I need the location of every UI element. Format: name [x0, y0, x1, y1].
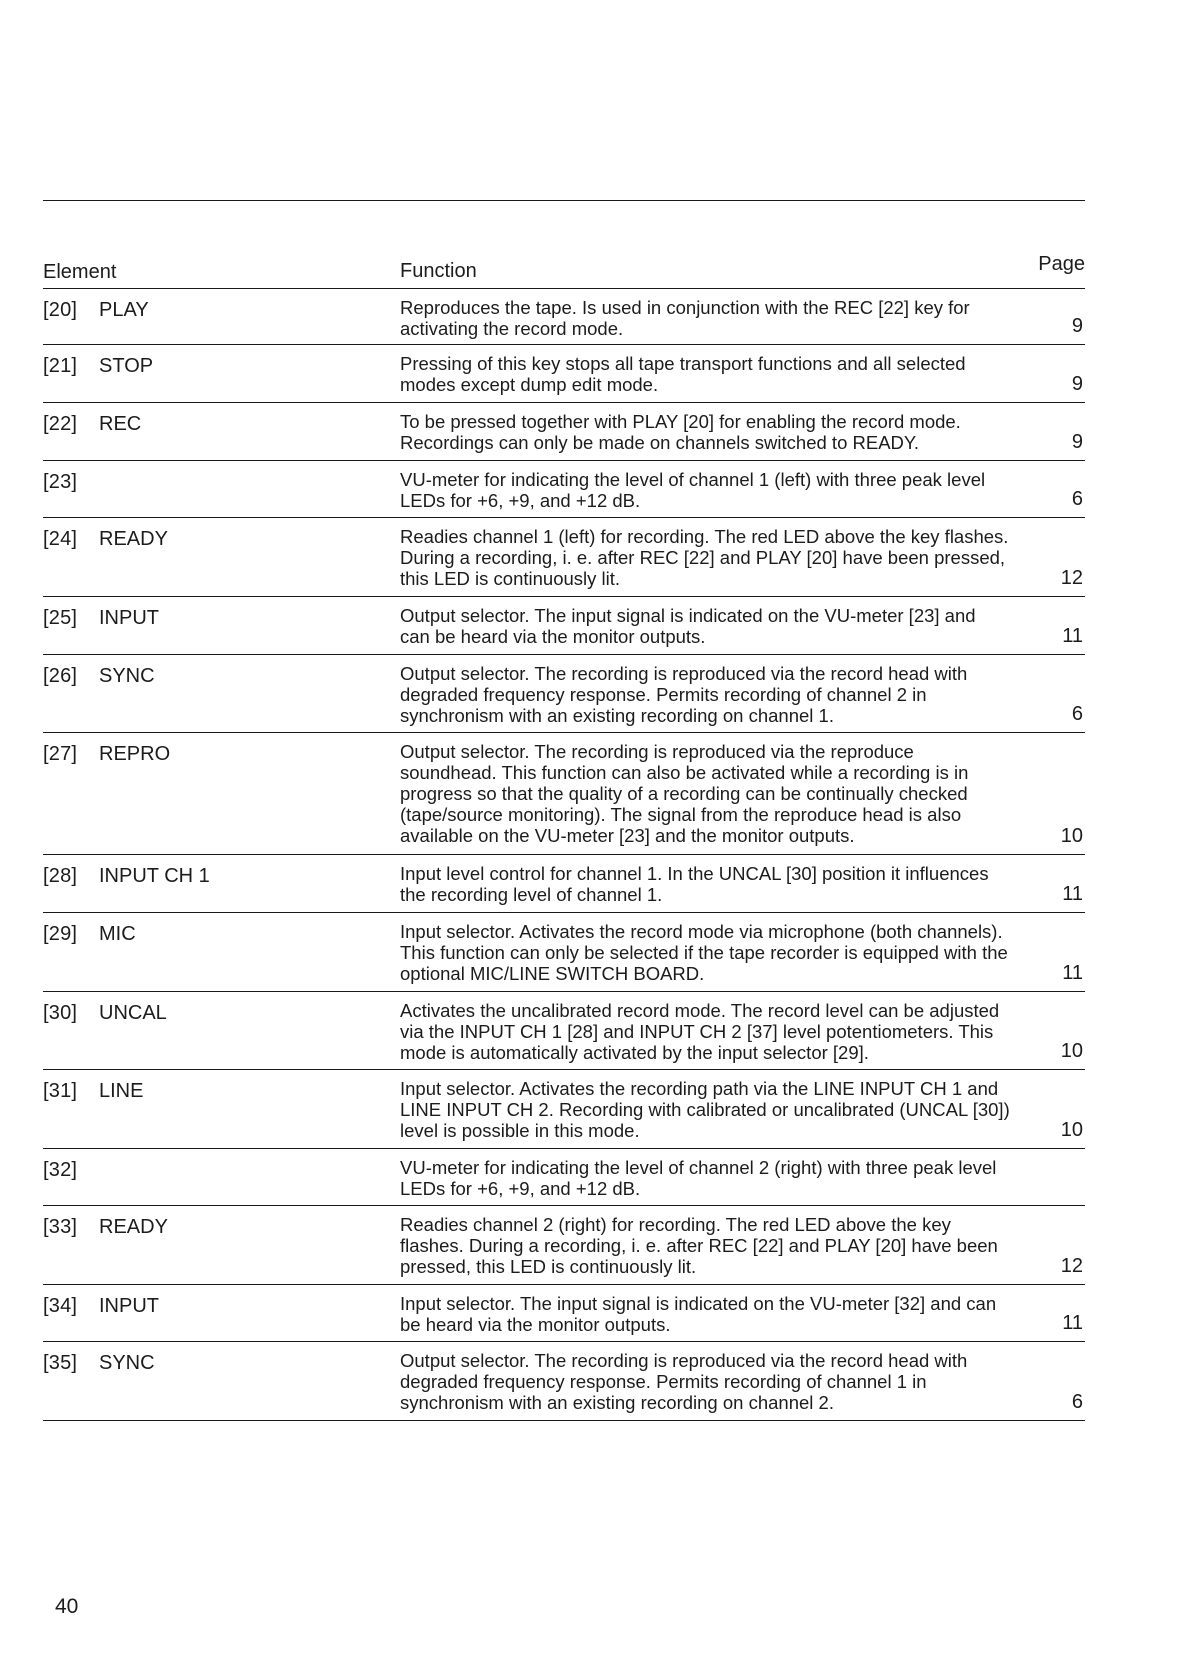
page-reference: 12	[1060, 567, 1083, 589]
element-number: [20]	[43, 299, 78, 321]
page-reference: 9	[1071, 431, 1083, 453]
page-number: 40	[55, 1595, 79, 1618]
function-text: Output selector. The recording is reproduced via the record head with degraded frequency response. Permits recording of channel 1 in synchronism with an existing recording on channel 2.	[400, 1350, 968, 1413]
table-row	[43, 1149, 1085, 1206]
page-reference: 10	[1060, 1040, 1083, 1062]
page-reference: 9	[1071, 315, 1083, 337]
table-row	[43, 855, 1085, 913]
table-row	[43, 289, 1085, 345]
page-reference: 11	[1062, 1312, 1083, 1334]
element-number: [22]	[43, 413, 78, 435]
table-row	[43, 1206, 1085, 1285]
top-rule	[43, 200, 1085, 201]
table-row	[43, 403, 1085, 461]
element-number: [28]	[43, 865, 78, 887]
element-number: [32]	[43, 1159, 78, 1181]
page-reference: 10	[1060, 825, 1083, 847]
page-reference: 11	[1062, 962, 1083, 984]
function-text: Activates the uncalibrated record mode. The record level can be adjusted via the INPUT CH 1 [28] and INPUT CH 2 [37] level potentiometers. This mode is automatically activated by the input selector [29].	[400, 1000, 1000, 1063]
page-reference: 12	[1060, 1255, 1083, 1277]
element-name: STOP	[99, 355, 154, 377]
element-number: [34]	[43, 1295, 78, 1317]
function-text: Input selector. Activates the record mode via microphone (both channels). This function can only be selected if the tape recorder is equipped with the optional MIC/LINE SWITCH BOARD.	[400, 921, 1008, 984]
element-number: [21]	[43, 355, 78, 377]
table-row	[43, 655, 1085, 733]
table-row	[43, 1070, 1085, 1149]
element-name: INPUT CH 1	[99, 865, 210, 887]
element-name: INPUT	[99, 607, 159, 629]
element-number: [29]	[43, 923, 78, 945]
element-function-table	[43, 248, 1085, 1421]
table-row	[43, 1285, 1085, 1342]
element-number: [31]	[43, 1080, 78, 1102]
function-text: Pressing of this key stops all tape transport functions and all selected modes except dump edit mode.	[400, 353, 966, 395]
table-row	[43, 597, 1085, 655]
function-text: Input selector. The input signal is indicated on the VU-meter [32] and can be heard via the monitor outputs.	[400, 1293, 997, 1335]
element-name: INPUT	[99, 1295, 159, 1317]
function-text: To be pressed together with PLAY [20] for enabling the record mode. Recordings can only be made on channels switched to READY.	[400, 411, 961, 453]
table-row	[43, 518, 1085, 597]
page-reference: 9	[1071, 373, 1083, 395]
function-text: Input level control for channel 1. In the UNCAL [30] position it influences the recording level of channel 1.	[400, 863, 989, 905]
page-reference: 6	[1071, 488, 1083, 510]
element-name: READY	[99, 1216, 168, 1238]
function-text: Reproduces the tape. Is used in conjunction with the REC [22] key for activating the record mode.	[400, 297, 970, 339]
function-text: VU-meter for indicating the level of channel 2 (right) with three peak level LEDs for +6, +9, and +12 dB.	[400, 1157, 997, 1199]
table-row	[43, 461, 1085, 518]
table-row	[43, 913, 1085, 992]
table-row	[43, 733, 1085, 855]
function-text: Output selector. The recording is reproduced via the record head with degraded frequency response. Permits recording of channel 2 in synchronism with an existing recording on channel 1.	[400, 663, 968, 726]
page-reference: 11	[1062, 625, 1083, 647]
page-reference: 11	[1062, 883, 1083, 905]
table-row	[43, 1342, 1085, 1421]
function-text: Output selector. The recording is reproduced via the reproduce soundhead. This function can also be activated while a recording is in progress so that the quality of a recording can be continually checked (tape/source monitoring). The signal from the reproduce head is also available on the VU-meter [23] and the monitor outputs.	[400, 741, 969, 846]
element-name: MIC	[99, 923, 136, 945]
element-name: UNCAL	[99, 1002, 167, 1024]
element-name: REPRO	[99, 743, 171, 765]
element-name: REC	[99, 413, 142, 435]
table-row	[43, 992, 1085, 1070]
header-function: Function	[400, 260, 477, 282]
page-reference: 10	[1060, 1119, 1083, 1141]
page-reference: 6	[1071, 703, 1083, 725]
element-name: PLAY	[99, 299, 149, 321]
element-number: [25]	[43, 607, 78, 629]
function-text: Input selector. Activates the recording path via the LINE INPUT CH 1 and LINE INPUT CH 2. Recording with calibrated or uncalibrated (UNCAL [30]) level is possible in this mode.	[400, 1078, 1010, 1141]
element-number: [23]	[43, 471, 78, 493]
function-text: Output selector. The input signal is indicated on the VU-meter [23] and can be heard via the monitor outputs.	[400, 605, 976, 647]
element-name: SYNC	[99, 665, 155, 687]
header-element: Element	[43, 261, 117, 283]
header-page: Page	[1038, 253, 1085, 275]
element-number: [27]	[43, 743, 78, 765]
element-name: SYNC	[99, 1352, 155, 1374]
function-text: Readies channel 1 (left) for recording. The red LED above the key flashes. During a recording, i. e. after REC [22] and PLAY [20] have been pressed, this LED is continuously lit.	[400, 526, 1009, 589]
element-name: READY	[99, 528, 168, 550]
page-reference: 6	[1071, 1391, 1083, 1413]
element-number: [24]	[43, 528, 78, 550]
table-row	[43, 345, 1085, 403]
element-number: [30]	[43, 1002, 78, 1024]
element-number: [26]	[43, 665, 78, 687]
element-name: LINE	[99, 1080, 144, 1102]
function-text: VU-meter for indicating the level of channel 1 (left) with three peak level LEDs for +6, +9, and +12 dB.	[400, 469, 986, 511]
element-number: [35]	[43, 1352, 78, 1374]
function-text: Readies channel 2 (right) for recording. The red LED above the key flashes. During a recording, i. e. after REC [22] and PLAY [20] have been pressed, this LED is continuously lit.	[400, 1214, 998, 1277]
element-number: [33]	[43, 1216, 78, 1238]
table-header	[43, 248, 1085, 289]
